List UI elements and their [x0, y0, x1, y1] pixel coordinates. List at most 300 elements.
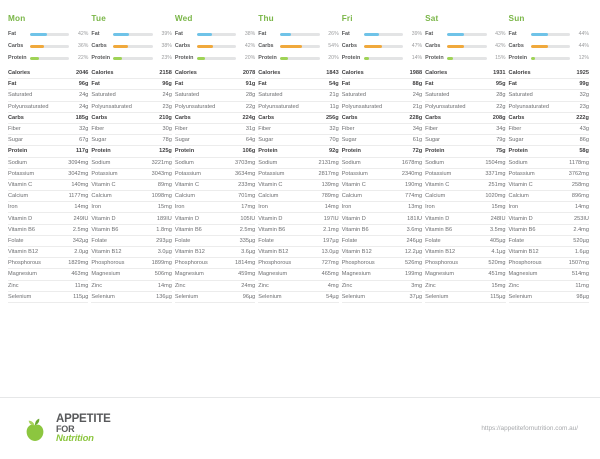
nutrient-value: 197µg	[323, 237, 339, 244]
nutrient-value: 28g	[496, 92, 506, 99]
table-row	[8, 269, 88, 280]
nutrient-value: 210g	[159, 114, 172, 121]
day-title: Fri	[341, 14, 353, 23]
nutrient-name: Potassium	[174, 170, 201, 177]
macro-percent: 26%	[328, 31, 339, 37]
table-row	[509, 202, 589, 213]
nutrient-value: 2817mg	[318, 170, 339, 177]
nutrient-value: 13mg	[408, 204, 423, 211]
macro-label: Fat	[258, 31, 267, 37]
nutrient-name: Calcium	[508, 193, 529, 200]
table-row	[258, 90, 338, 101]
nutrient-name: Vitamin C	[341, 181, 366, 188]
table-row	[91, 158, 171, 169]
nutrient-name: Calcium	[341, 193, 362, 200]
nutrient-value: 13.0µg	[321, 249, 339, 256]
macro-bar-fill	[280, 45, 301, 48]
nutrient-name: Protein	[341, 148, 361, 155]
nutrient-value: 3mg	[411, 282, 423, 289]
table-row	[91, 68, 171, 79]
table-row	[509, 113, 589, 124]
macro-label: Carbs	[425, 43, 441, 49]
nutrient-name: Saturated	[508, 92, 533, 99]
nutrient-value: 253IU	[574, 215, 589, 222]
nutrient-value: 246µg	[406, 237, 423, 244]
nutrient-value: 99g	[579, 81, 589, 88]
nutrient-name: Fat	[174, 81, 184, 88]
table-row	[509, 213, 589, 224]
nutrient-value: 3042mg	[68, 170, 89, 177]
macro-breakdown	[91, 30, 171, 62]
nutrient-value: 1829mg	[68, 260, 89, 267]
table-row	[258, 191, 338, 202]
nutrient-value: 11g	[329, 103, 339, 110]
nutrient-name: Vitamin D	[425, 215, 450, 222]
macro-row-carbs	[342, 42, 422, 50]
table-row	[509, 124, 589, 135]
macro-row-fat	[342, 30, 422, 38]
nutrient-value: 14mg	[324, 204, 339, 211]
table-row	[8, 292, 88, 303]
macro-percent: 47%	[411, 43, 423, 49]
table-row	[509, 258, 589, 269]
table-row	[175, 281, 255, 292]
nutrient-value: 3.6µg	[241, 249, 256, 256]
table-row	[8, 180, 88, 191]
nutrient-name: Potassium	[341, 170, 368, 177]
macro-row-protein	[8, 54, 88, 62]
nutrient-value: 774mg	[405, 193, 423, 200]
macro-label: Carbs	[91, 43, 107, 49]
nutrient-name: Saturated	[174, 92, 200, 99]
nutrient-value: 451mg	[488, 271, 506, 278]
table-row	[342, 124, 422, 135]
nutrient-value: 335µg	[239, 237, 256, 244]
table-row	[342, 258, 422, 269]
macro-row-fat	[175, 30, 255, 38]
macro-label: Carbs	[174, 43, 191, 49]
macro-row-carbs	[258, 42, 338, 50]
nutrient-value: 3371mg	[485, 170, 506, 177]
nutrient-name: Folate	[91, 237, 107, 244]
nutrient-name: Potassium	[508, 170, 535, 177]
nutrient-name: Vitamin B12	[174, 249, 205, 256]
nutrient-name: Phosphorous	[174, 260, 208, 267]
macro-percent: 20%	[244, 55, 256, 61]
nutrient-value: 3762mg	[568, 170, 589, 177]
nutrient-value: 506mg	[154, 271, 172, 278]
nutrient-name: Vitamin D	[508, 215, 533, 222]
nutrient-value: 701mg	[238, 193, 256, 200]
nutrient-name: Zinc	[508, 282, 520, 289]
nutrient-name: Vitamin C	[508, 181, 533, 188]
macro-row-fat	[258, 30, 338, 38]
nutrient-value: 64g	[245, 137, 256, 144]
macro-row-carbs	[425, 42, 505, 50]
nutrient-name: Selenium	[91, 293, 115, 300]
macro-breakdown	[175, 30, 255, 62]
nutrient-name: Potassium	[258, 170, 285, 177]
nutrient-name: Magnesium	[258, 271, 288, 278]
table-row	[509, 191, 589, 202]
nutrient-name: Magnesium	[341, 271, 371, 278]
table-row	[8, 146, 88, 157]
nutrient-name: Saturated	[8, 92, 33, 99]
nutrient-value: 1.8mg	[156, 226, 172, 233]
macro-bar-track	[531, 57, 570, 60]
table-row	[509, 292, 589, 303]
macro-row-protein	[175, 54, 255, 62]
nutrient-name: Sodium	[341, 159, 361, 166]
nutrient-name: Calories	[91, 70, 114, 77]
nutrient-name: Folate	[508, 237, 525, 244]
brand-line-appetite: APPETITE	[56, 412, 111, 425]
table-row	[258, 113, 338, 124]
nutrient-value: 79g	[496, 137, 506, 144]
nutrient-value: 2.5mg	[72, 226, 89, 233]
nutrient-value: 125g	[159, 148, 172, 155]
table-row	[258, 180, 338, 191]
table-row	[425, 258, 505, 269]
table-row	[258, 158, 338, 169]
nutrient-name: Vitamin D	[258, 215, 283, 222]
nutrient-name: Fat	[508, 81, 517, 88]
brand-line-nutrition: Nutrition	[56, 433, 94, 445]
day-column-wed	[175, 14, 258, 303]
nutrient-name: Polyunsaturated	[341, 103, 383, 110]
day-title: Thu	[258, 14, 274, 23]
table-row	[91, 236, 171, 247]
macro-row-protein	[425, 54, 505, 62]
nutrient-value: 70g	[329, 137, 339, 144]
nutrient-name: Calcium	[258, 193, 279, 200]
nutrient-name: Fiber	[8, 126, 21, 133]
nutrient-value: 24g	[162, 92, 172, 99]
nutrient-name: Calories	[258, 70, 281, 77]
nutrient-table	[509, 68, 589, 303]
table-row	[258, 236, 338, 247]
macro-percent: 23%	[161, 55, 172, 61]
nutrient-name: Selenium	[508, 293, 532, 300]
nutrient-value: 12.2µg	[404, 249, 423, 256]
nutrient-name: Sodium	[258, 159, 278, 166]
table-row	[258, 102, 338, 113]
nutrient-name: Vitamin D	[174, 215, 199, 222]
nutrient-value: 21g	[412, 103, 423, 110]
macro-bar-track	[197, 33, 236, 36]
table-row	[509, 169, 589, 180]
nutrient-value: 54µg	[326, 293, 339, 300]
macro-breakdown	[342, 30, 422, 62]
nutrient-name: Sugar	[341, 137, 357, 144]
nutrient-name: Iron	[174, 204, 185, 211]
nutrient-name: Selenium	[258, 293, 282, 300]
nutrient-value: 1931	[493, 70, 506, 77]
macro-bar-track	[30, 33, 69, 36]
nutrient-value: 405µg	[489, 237, 506, 244]
nutrient-name: Vitamin D	[8, 215, 33, 222]
table-row	[8, 247, 88, 258]
nutrient-name: Phosphorous	[425, 260, 459, 267]
table-row	[342, 169, 422, 180]
nutrient-name: Protein	[508, 148, 528, 155]
nutrient-name: Polyunsaturated	[508, 103, 549, 110]
macro-bar-fill	[30, 45, 44, 48]
nutrient-value: 28g	[245, 92, 256, 99]
table-row	[509, 68, 589, 79]
table-row	[91, 79, 171, 90]
nutrient-value: 15mg	[491, 204, 506, 211]
nutrient-value: 1098mg	[151, 193, 172, 200]
table-row	[342, 292, 422, 303]
nutrient-value: 117g	[75, 148, 89, 155]
table-row	[175, 158, 255, 169]
macro-row-carbs	[8, 42, 88, 50]
brand-wordmark	[56, 413, 111, 444]
macro-label: Carbs	[258, 43, 274, 49]
nutrient-name: Selenium	[8, 293, 32, 300]
table-row	[509, 236, 589, 247]
table-row	[425, 146, 505, 157]
site-url: https://appetitefornutrition.com.au/	[481, 425, 578, 432]
table-row	[91, 102, 171, 113]
nutrient-name: Carbs	[91, 114, 108, 121]
table-row	[8, 102, 88, 113]
table-row	[425, 225, 505, 236]
macro-row-fat	[425, 30, 505, 38]
table-row	[91, 225, 171, 236]
nutrient-value: 1678mg	[401, 159, 423, 166]
table-row	[509, 225, 589, 236]
nutrient-name: Fat	[91, 81, 100, 88]
table-row	[8, 258, 88, 269]
macro-bar-fill	[30, 57, 39, 60]
nutrient-value: 96µg	[242, 293, 256, 300]
nutrient-value: 3.6mg	[406, 226, 423, 233]
nutrient-value: 92g	[329, 148, 339, 155]
nutrient-value: 3043mg	[151, 170, 172, 177]
macro-percent: 44%	[578, 43, 589, 49]
table-row	[8, 213, 88, 224]
nutrient-name: Zinc	[425, 282, 436, 289]
table-row	[509, 79, 589, 90]
day-column-sat	[425, 14, 508, 303]
table-row	[175, 191, 255, 202]
table-row	[258, 68, 338, 79]
nutrient-name: Polyunsaturated	[91, 103, 132, 110]
macro-row-carbs	[175, 42, 255, 50]
macro-bar-fill	[447, 33, 464, 36]
table-row	[258, 213, 338, 224]
table-row	[425, 236, 505, 247]
nutrient-name: Vitamin C	[174, 181, 199, 188]
table-row	[175, 135, 255, 146]
macro-breakdown	[509, 30, 589, 62]
table-row	[425, 191, 505, 202]
table-row	[258, 292, 338, 303]
nutrient-value: 4.1µg	[491, 249, 506, 256]
table-row	[258, 269, 338, 280]
nutrient-value: 258mg	[571, 181, 589, 188]
table-row	[425, 124, 505, 135]
nutrient-table	[175, 68, 255, 303]
nutrient-name: Calcium	[174, 193, 196, 200]
nutrient-name: Calories	[8, 70, 31, 77]
table-row	[425, 113, 505, 124]
nutrient-value: 208g	[492, 114, 506, 121]
table-row	[91, 135, 171, 146]
nutrient-value: 459mg	[238, 271, 256, 278]
macro-row-protein	[258, 54, 338, 62]
nutrient-table	[425, 68, 505, 303]
nutrient-name: Saturated	[425, 92, 450, 99]
nutrient-value: 1.6µg	[574, 249, 589, 256]
nutrient-name: Potassium	[91, 170, 118, 177]
macro-percent: 12%	[578, 55, 589, 61]
table-row	[342, 269, 422, 280]
nutrient-name: Saturated	[341, 92, 366, 99]
macro-label: Protein	[174, 55, 194, 61]
nutrient-name: Potassium	[425, 170, 452, 177]
nutrient-name: Calcium	[91, 193, 112, 200]
table-row	[509, 269, 589, 280]
nutrient-value: 248IU	[490, 215, 506, 222]
macro-row-protein	[91, 54, 171, 62]
nutrient-name: Fiber	[341, 126, 355, 133]
nutrient-value: 197IU	[323, 215, 339, 222]
table-row	[258, 202, 338, 213]
macro-bar-fill	[364, 45, 383, 48]
table-row	[509, 135, 589, 146]
nutrient-value: 32g	[79, 126, 89, 133]
table-row	[8, 68, 88, 79]
table-row	[175, 236, 255, 247]
macro-bar-fill	[280, 33, 290, 36]
table-row	[8, 281, 88, 292]
nutrient-value: 1843	[326, 70, 339, 77]
nutrient-name: Calories	[508, 70, 531, 77]
nutrient-name: Iron	[8, 204, 18, 211]
nutrient-value: 14mg	[574, 204, 589, 211]
nutrient-value: 15mg	[491, 282, 506, 289]
nutrient-name: Fiber	[174, 126, 188, 133]
table-row	[8, 135, 88, 146]
nutrient-value: 11mg	[575, 282, 589, 289]
table-row	[425, 68, 505, 79]
table-row	[175, 225, 255, 236]
table-row	[175, 213, 255, 224]
nutrient-name: Protein	[174, 148, 195, 155]
macro-percent: 43%	[495, 31, 506, 37]
macro-bar-track	[531, 45, 570, 48]
nutrient-value: 24g	[79, 103, 89, 110]
table-row	[8, 236, 88, 247]
table-row	[425, 102, 505, 113]
nutrient-value: 61g	[412, 137, 423, 144]
nutrient-value: 22g	[496, 103, 506, 110]
table-row	[175, 269, 255, 280]
nutrient-value: 3094mg	[68, 159, 89, 166]
nutrient-name: Fat	[258, 81, 267, 88]
nutrient-value: 115µg	[73, 293, 89, 300]
table-row	[425, 169, 505, 180]
nutrient-value: 526mg	[405, 260, 423, 267]
macro-label: Fat	[8, 31, 17, 37]
nutrient-value: 23g	[162, 103, 172, 110]
table-row	[91, 258, 171, 269]
macro-bar-track	[113, 45, 152, 48]
table-row	[175, 90, 255, 101]
nutrient-name: Protein	[91, 148, 111, 155]
day-title: Tue	[91, 14, 106, 23]
nutrient-name: Vitamin B6	[425, 226, 453, 233]
nutrient-value: 1177mg	[68, 193, 89, 200]
macro-bar-track	[447, 33, 486, 36]
table-row	[342, 90, 422, 101]
table-row	[175, 202, 255, 213]
table-row	[425, 247, 505, 258]
macro-percent: 42%	[244, 43, 256, 49]
nutrient-name: Carbs	[425, 114, 441, 121]
macro-bar-track	[447, 45, 486, 48]
table-row	[425, 202, 505, 213]
nutrient-value: 4mg	[327, 282, 339, 289]
nutrient-name: Folate	[258, 237, 274, 244]
macro-bar-track	[30, 45, 69, 48]
table-row	[342, 191, 422, 202]
table-row	[425, 180, 505, 191]
table-row	[175, 68, 255, 79]
table-row	[8, 113, 88, 124]
nutrient-name: Vitamin B6	[174, 226, 202, 233]
nutrient-name: Protein	[425, 148, 445, 155]
macro-bar-fill	[531, 57, 536, 60]
nutrient-value: 32g	[579, 92, 589, 99]
nutrient-value: 105IU	[240, 215, 256, 222]
nutrient-value: 185g	[75, 114, 89, 121]
nutrient-value: 181IU	[407, 215, 423, 222]
nutrient-name: Fiber	[425, 126, 438, 133]
macro-row-protein	[342, 54, 422, 62]
nutrient-value: 896mg	[571, 193, 589, 200]
macro-label: Protein	[341, 55, 361, 61]
macro-percent: 14%	[411, 55, 423, 61]
nutrient-value: 115µg	[490, 293, 506, 300]
nutrient-value: 342µg	[72, 237, 89, 244]
nutrient-value: 86g	[579, 137, 589, 144]
nutrient-name: Vitamin B12	[8, 249, 39, 256]
macro-bar-track	[113, 33, 152, 36]
macro-bar-fill	[30, 33, 47, 36]
table-row	[91, 180, 171, 191]
table-row	[175, 146, 255, 157]
nutrient-value: 14mg	[74, 204, 89, 211]
nutrient-name: Sodium	[91, 159, 111, 166]
nutrient-name: Phosphorous	[91, 260, 125, 267]
nutrient-name: Potassium	[8, 170, 35, 177]
nutrient-value: 54g	[329, 81, 339, 88]
nutrient-value: 23g	[579, 103, 589, 110]
nutrient-value: 78g	[162, 137, 172, 144]
macro-breakdown	[425, 30, 505, 62]
macro-label: Fat	[425, 31, 434, 37]
nutrient-name: Iron	[91, 204, 102, 211]
macro-bar-fill	[280, 57, 288, 60]
macro-bar-fill	[197, 33, 212, 36]
table-row	[258, 135, 338, 146]
table-row	[342, 135, 422, 146]
table-row	[175, 258, 255, 269]
